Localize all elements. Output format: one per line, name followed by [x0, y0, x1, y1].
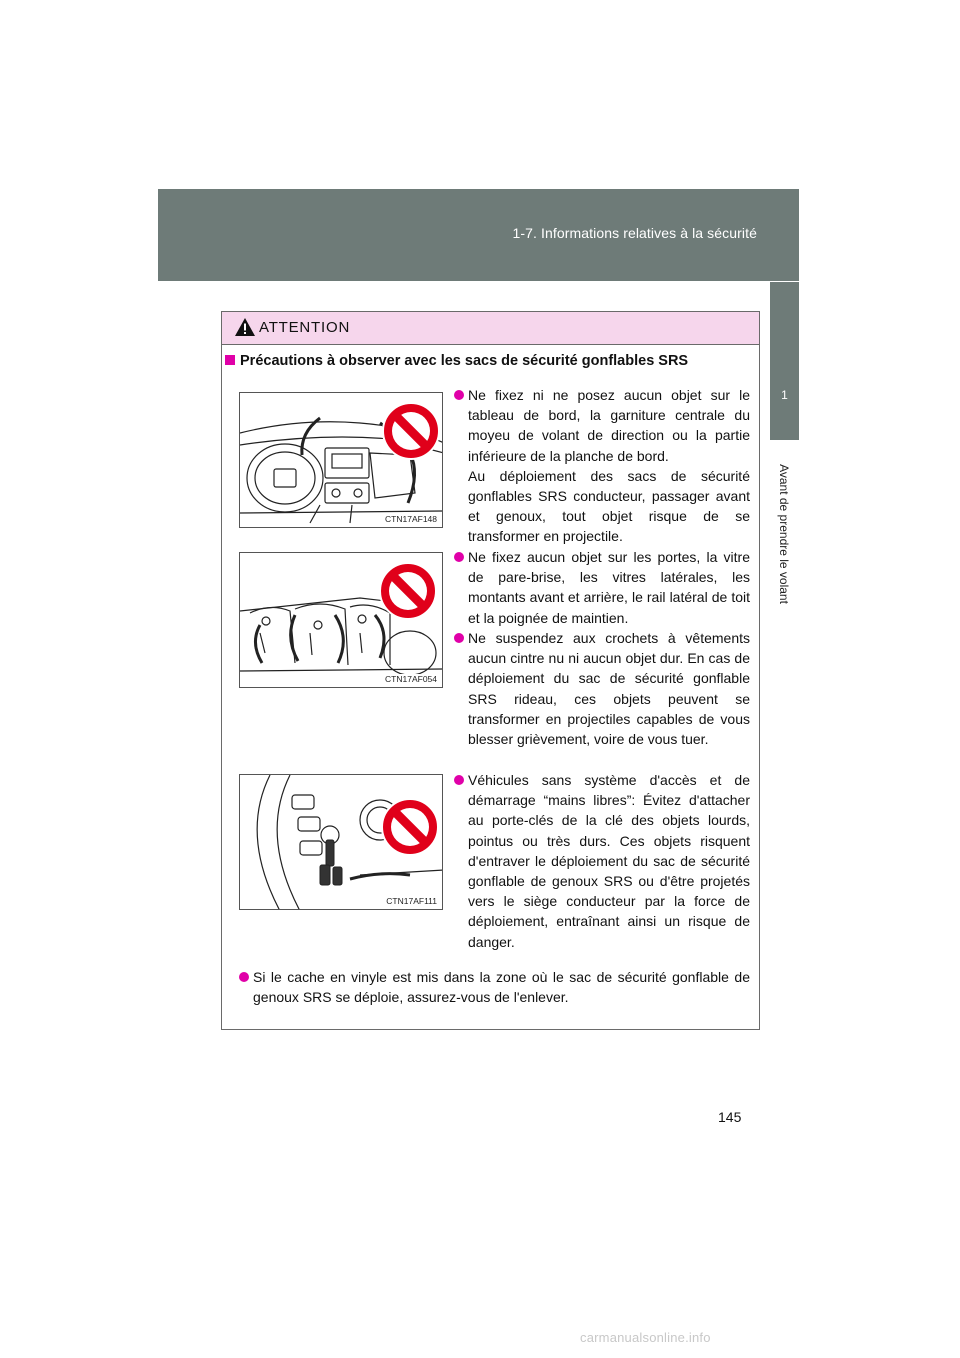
bullet-text: Ne fixez aucun objet sur les portes, la vitre de pare-brise, les vitres latérales, les montants avant et arrière, le rail latéral de toit et la poignée de maintien. [468, 549, 750, 626]
bullet-dot-icon [454, 633, 464, 643]
bullet-item [468, 385, 750, 547]
bullet-text: Ne fixez ni ne posez aucun objet sur le tableau de bord, la garniture centrale du moyeu de volant de direction ou la partie inférieure de la planche de bord. [468, 387, 750, 464]
header-band [158, 189, 799, 281]
watermark: carmanualsonline.info [580, 1330, 711, 1345]
bullet-text: Véhicules sans système d'accès et de démarrage “mains libres”: Évitez d'attacher au porte-clés de la clé des objets lourds, pointus ou très durs. Ces objets risquent d'entraver le déploiement du sac de sécurité gonflable de genoux SRS ou d'être projetés vers le siège conducteur par la force de déploiement, entraînant ainsi un risque de danger. [468, 772, 750, 950]
warning-header [222, 312, 759, 345]
bullet-item [253, 967, 750, 1007]
dashboard-illustration [240, 393, 443, 528]
chapter-side-label: Avant de prendre le volant [777, 464, 791, 604]
warning-title: ATTENTION [259, 319, 351, 336]
chapter-tab [770, 282, 799, 440]
bullet-item [468, 547, 750, 628]
chapter-number: 1 [781, 388, 788, 402]
figure-key-fob [239, 774, 443, 910]
page-number: 145 [718, 1109, 742, 1125]
bullet-dot-icon [454, 390, 464, 400]
figure-code: CTN17AF111 [386, 896, 437, 906]
warning-box [221, 311, 760, 1030]
warning-triangle-icon [234, 317, 256, 337]
square-bullet-icon [225, 355, 235, 365]
section-heading [225, 353, 688, 369]
cabin-illustration [240, 553, 443, 688]
figure-code: CTN17AF148 [385, 514, 437, 524]
figure-code: CTN17AF054 [385, 674, 437, 684]
bullet-text-continued: Au déploiement des sacs de sécurité gonflables SRS conducteur, passager avant et genoux, tout objet risque de se transformer en projectile. [468, 467, 750, 545]
bullet-text: Ne suspendez aux crochets à vêtements aucun cintre nu ni aucun objet dur. En cas de déploiement du sac de sécurité gonflable SRS rideau, ces objets peuvent se transformer en projectiles capables de vous blesser grièvement, voire de vous tuer. [468, 630, 750, 748]
figure-cabin [239, 552, 443, 688]
section-heading-text: Précautions à observer avec les sacs de sécurité gonflables SRS [240, 353, 689, 369]
key-fob-illustration [240, 775, 443, 910]
bullet-dot-icon [454, 552, 464, 562]
bullet-text: Si le cache en vinyle est mis dans la zone où le sac de sécurité gonflable de genoux SRS se déploie, assurez-vous de l'enlever. [253, 969, 750, 1006]
figure-dashboard [239, 392, 443, 528]
bullet-item [468, 628, 750, 749]
bullet-dot-icon [239, 972, 249, 982]
section-title: 1-7. Informations relatives à la sécurité [512, 225, 757, 241]
bullet-item [468, 770, 750, 952]
bullet-dot-icon [454, 775, 464, 785]
